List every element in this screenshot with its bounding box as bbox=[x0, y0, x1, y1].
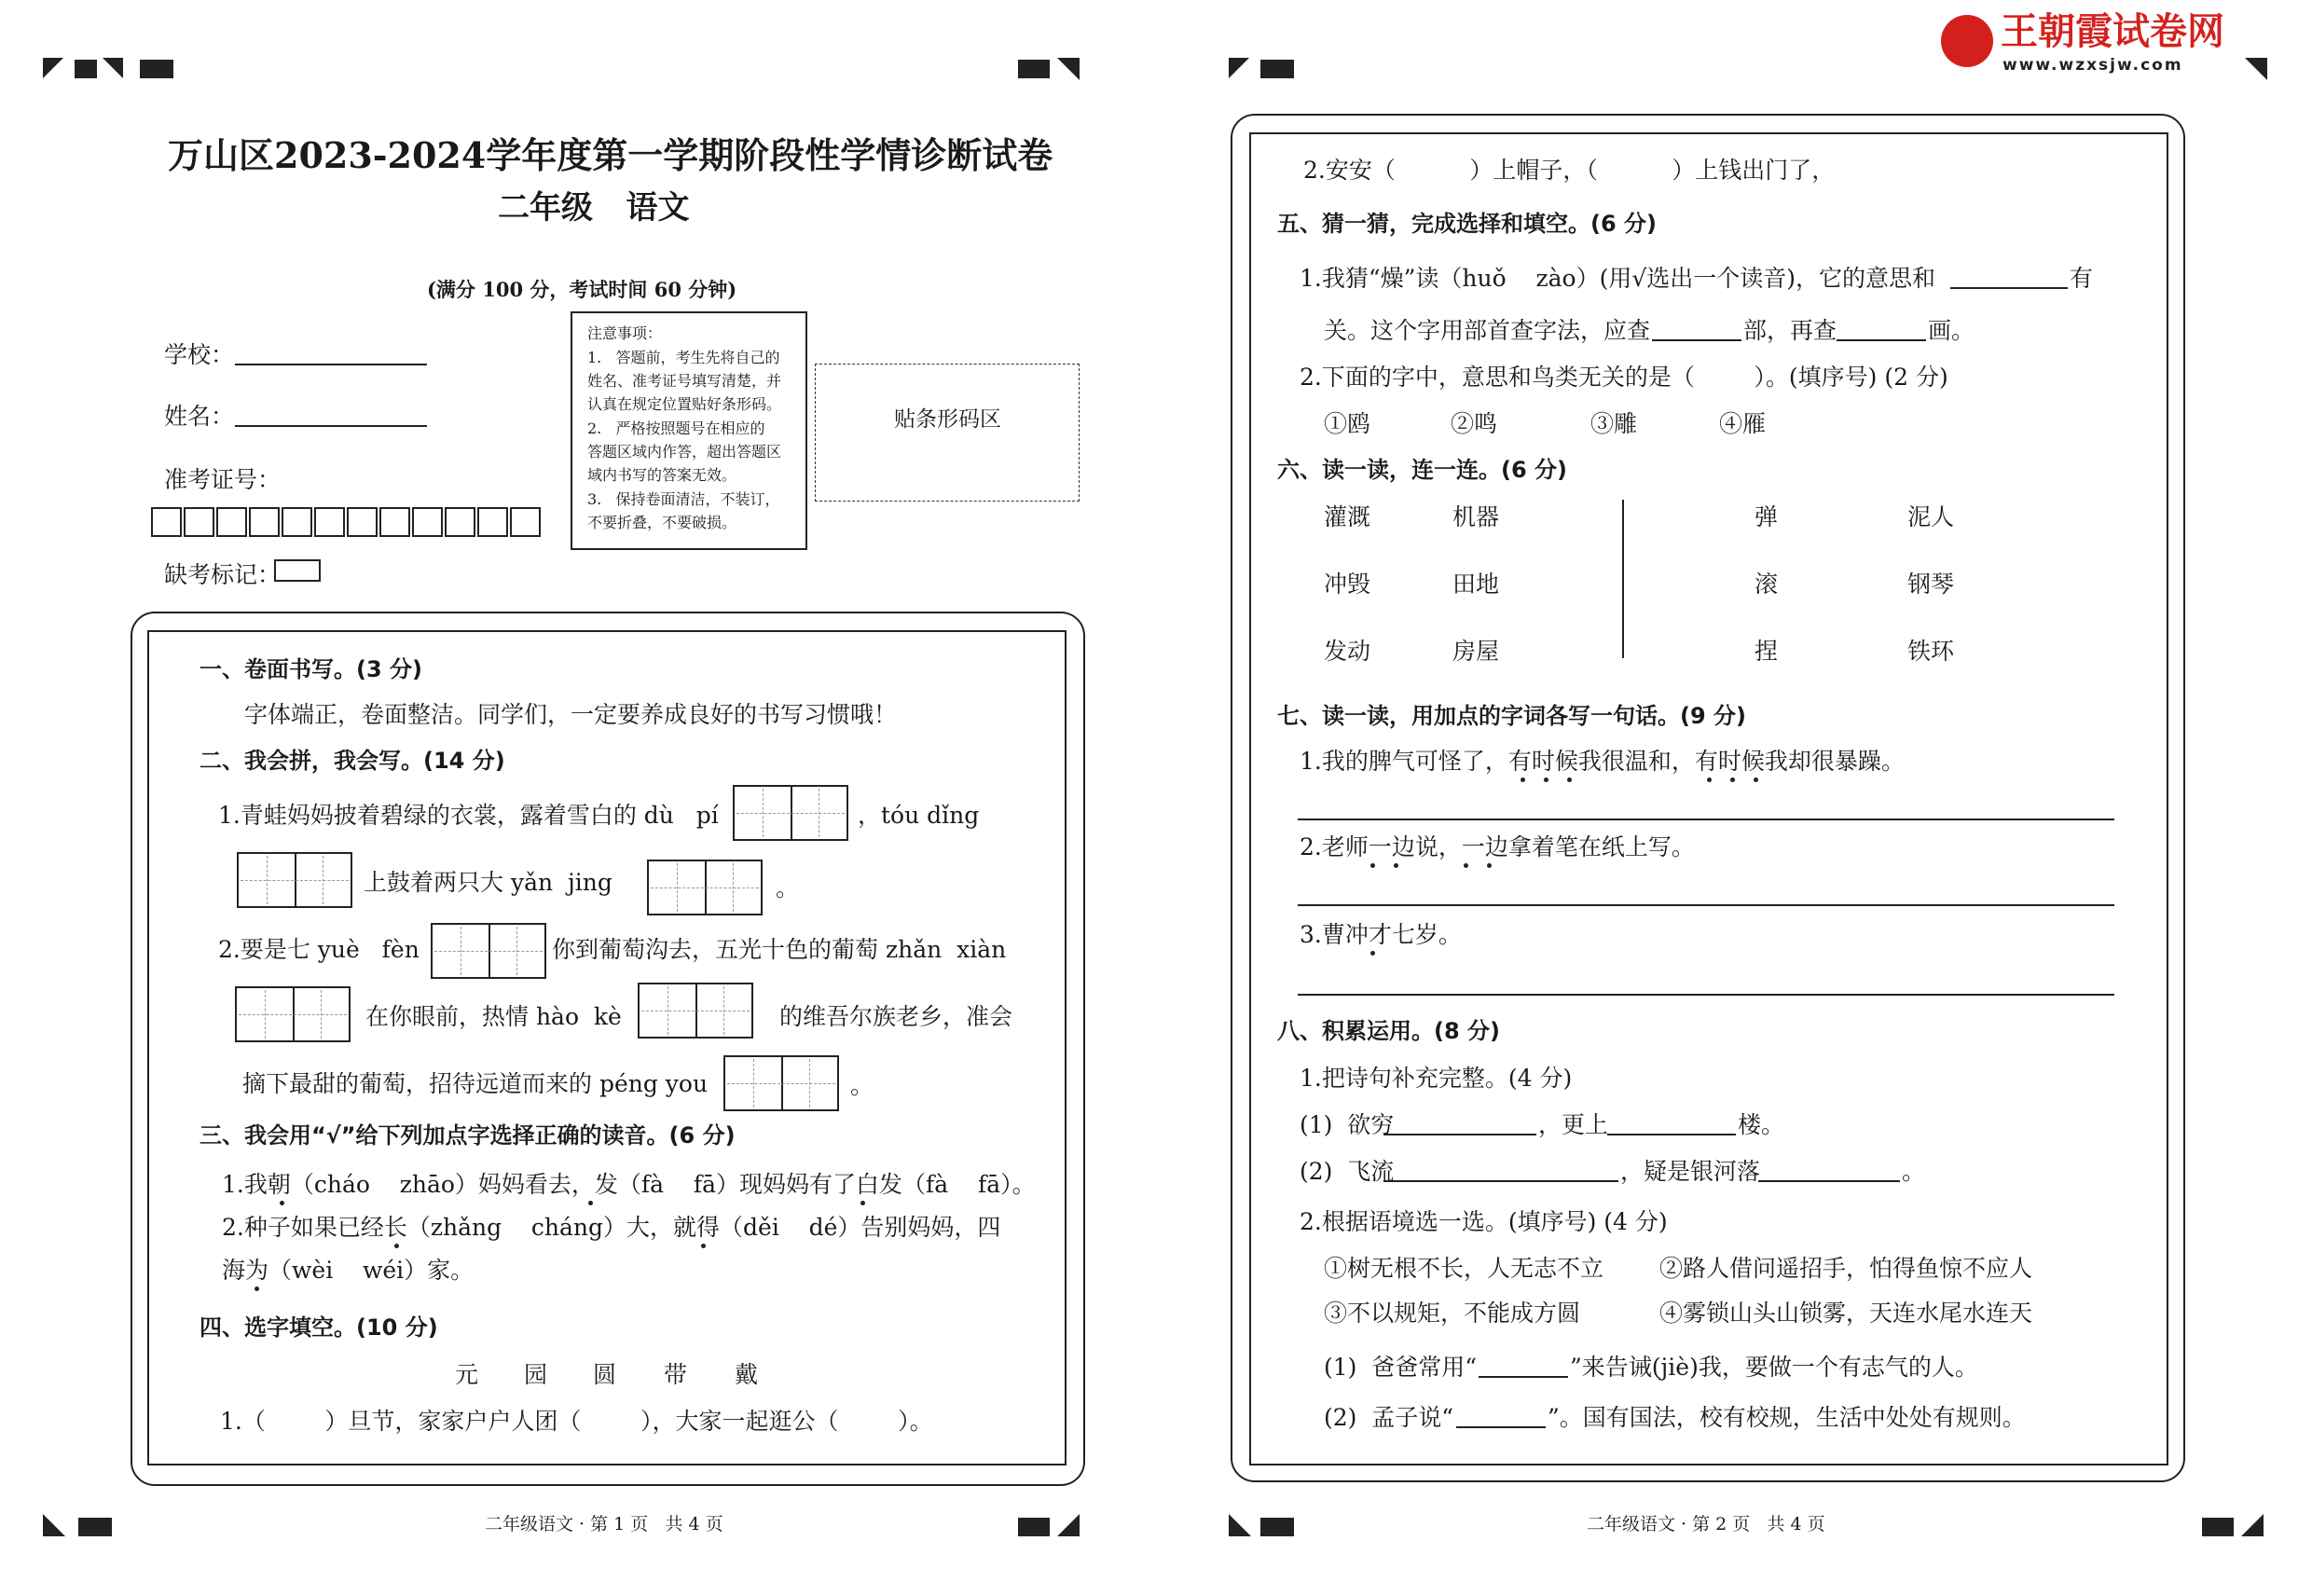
q5-line1-end: 有 bbox=[2070, 265, 2094, 292]
q7-line1: 1.我的脾气可怪了，有时候我很温和，有时候我却很暴躁。 bbox=[1300, 748, 1905, 775]
q4-char: 戴 bbox=[735, 1361, 759, 1388]
q4-line1: 1.（ ）旦节，家家户户人团（ ），大家一起逛公（ ）。 bbox=[220, 1408, 933, 1435]
q4-char: 圆 bbox=[593, 1361, 617, 1388]
emphasis-dot bbox=[394, 1244, 399, 1248]
notice-line: 1. 答题前，考生先将自己的 bbox=[587, 349, 780, 366]
q5-option: ④雁 bbox=[1719, 410, 1767, 437]
name-label: 姓名： bbox=[164, 403, 235, 430]
notice-line: 不要折叠，不要破损。 bbox=[587, 514, 737, 531]
q5-line2a: 关。这个字用部首查字法，应查 bbox=[1324, 317, 1651, 344]
emphasis-dot bbox=[1394, 863, 1398, 868]
q5-option: ①鸥 bbox=[1324, 410, 1371, 437]
q6-left-word: 田地 bbox=[1452, 571, 1500, 598]
q1-text: 字体端正，卷面整洁。同学们，一定要养成良好的书写习惯哦！ bbox=[244, 701, 898, 728]
q2-line2a: 上鼓着两只大 yǎn jing bbox=[364, 869, 612, 896]
logo-url: www.wzxsjw.com bbox=[2002, 56, 2183, 75]
q4-char: 带 bbox=[664, 1361, 688, 1388]
q2-line5a: 摘下最甜的葡萄，招待远道而来的 péng you bbox=[242, 1070, 709, 1097]
emphasis-dot bbox=[1707, 777, 1712, 782]
emphasis-dot bbox=[701, 1244, 706, 1248]
id-label: 准考证号： bbox=[164, 466, 282, 493]
corner-mark bbox=[2241, 1514, 2264, 1536]
corner-mark bbox=[103, 58, 123, 78]
exam-note: (满分 100 分，考试时间 60 分钟) bbox=[427, 278, 737, 301]
q6-left-word: 冲毁 bbox=[1324, 571, 1371, 598]
corner-mark bbox=[43, 58, 63, 78]
q2-heading: 二、我会拼，我会写。(14 分) bbox=[200, 748, 505, 774]
id-cell[interactable] bbox=[477, 507, 508, 537]
exam-title: 万山区2023-2024学年度第一学期阶段性学情诊断试卷 bbox=[168, 134, 1053, 176]
pinyin-box[interactable] bbox=[733, 785, 848, 841]
q2-line3a: 2.要是七 yuè fèn bbox=[218, 936, 420, 963]
corner-mark bbox=[75, 60, 97, 78]
notice-line: 3. 保持卷面清洁，不装订， bbox=[587, 490, 780, 508]
corner-mark bbox=[1057, 58, 1080, 80]
notice-line: 姓名、准考证号填写清楚，并 bbox=[587, 372, 782, 390]
q5-line3: 2.下面的字中，意思和鸟类无关的是（ ）。(填序号) (2 分) bbox=[1300, 364, 1948, 391]
emphasis-dot bbox=[588, 1201, 593, 1205]
q4-heading: 四、选字填空。(10 分) bbox=[200, 1314, 438, 1341]
q6-heading: 六、读一读，连一连。(6 分) bbox=[1277, 457, 1567, 483]
site-logo[interactable] bbox=[1941, 11, 2239, 73]
emphasis-dot bbox=[1487, 863, 1492, 868]
q7-heading: 七、读一读，用加点的字词各写一句话。(9 分) bbox=[1277, 703, 1746, 729]
q5-blank[interactable] bbox=[1652, 339, 1741, 341]
q6-right-word: 弹 bbox=[1755, 503, 1779, 530]
emphasis-dot bbox=[1730, 777, 1735, 782]
pinyin-box[interactable] bbox=[431, 923, 546, 979]
q2-line2b: 。 bbox=[776, 874, 800, 901]
q5-heading: 五、猜一猜，完成选择和填空。(6 分) bbox=[1277, 211, 1657, 237]
q7-answer-line[interactable] bbox=[1298, 994, 2114, 996]
q2-line4b: 的维吾尔族老乡，准会 bbox=[779, 1003, 1013, 1030]
pinyin-box[interactable] bbox=[235, 986, 351, 1042]
q6-right-word: 钢琴 bbox=[1907, 571, 1955, 598]
q5-blank[interactable] bbox=[1837, 339, 1926, 341]
q8-blank[interactable] bbox=[1479, 1376, 1568, 1378]
id-cell[interactable] bbox=[510, 507, 541, 537]
q6-divider bbox=[1622, 500, 1624, 658]
corner-mark bbox=[2202, 1518, 2234, 1536]
q8-blank[interactable] bbox=[1456, 1426, 1546, 1428]
q8-blank[interactable] bbox=[1607, 1134, 1736, 1135]
q8-option: ④雾锁山头山锁雾，天连水尾水连天 bbox=[1659, 1300, 2033, 1327]
q6-left-word: 灌溉 bbox=[1324, 503, 1371, 530]
q3-line1: 1.我朝（cháo zhāo）妈妈看去，发（fà fā）现妈妈有了白发（fà fā）。 bbox=[222, 1171, 1036, 1198]
q4-char: 元 bbox=[455, 1361, 479, 1388]
q8-sub1: 1.把诗句补充完整。(4 分) bbox=[1300, 1065, 1573, 1092]
q7-line2: 2.老师一边说，一边拿着笔在纸上写。 bbox=[1300, 833, 1695, 860]
id-cell[interactable] bbox=[151, 507, 182, 537]
q8-sub2: 2.根据语境选一选。(填序号) (4 分) bbox=[1300, 1208, 1668, 1235]
q4-char: 园 bbox=[524, 1361, 548, 1388]
page1-footer: 二年级语文 · 第 1 页 共 4 页 bbox=[485, 1514, 723, 1534]
q6-left-word: 房屋 bbox=[1452, 638, 1500, 665]
q8-option: ①树无根不长，人无志不立 bbox=[1324, 1255, 1604, 1282]
barcode-area bbox=[815, 364, 1080, 502]
name-field[interactable] bbox=[235, 425, 427, 427]
id-cell[interactable] bbox=[282, 507, 312, 537]
emphasis-dot bbox=[1521, 777, 1525, 782]
corner-mark bbox=[1057, 1514, 1080, 1536]
corner-mark bbox=[1018, 60, 1050, 78]
corner-mark bbox=[1260, 60, 1294, 78]
q8-poem1a: (1) 欲穷 bbox=[1300, 1111, 1395, 1138]
id-cell[interactable] bbox=[445, 507, 475, 537]
exam-subtitle: 二年级 语文 bbox=[498, 189, 690, 227]
id-cell[interactable] bbox=[347, 507, 378, 537]
q7-answer-line[interactable] bbox=[1298, 904, 2114, 906]
id-grid[interactable] bbox=[151, 507, 548, 537]
corner-mark bbox=[1229, 1514, 1251, 1536]
q8-fill2b: ”。国有国法，校有校规，生活中处处有规则。 bbox=[1548, 1404, 2026, 1431]
q2-line1b: ，tóu dǐng bbox=[858, 802, 980, 829]
emphasis-dot bbox=[1754, 777, 1758, 782]
q8-fill2a: (2) 孟子说“ bbox=[1324, 1404, 1454, 1431]
notice-line: 认真在规定位置贴好条形码。 bbox=[587, 395, 782, 413]
emphasis-dot bbox=[860, 1201, 865, 1205]
q3-line2: 2.种子如果已经长（zhǎng cháng）大，就得（děi dé）告别妈妈，四 bbox=[222, 1214, 1001, 1241]
corner-mark bbox=[78, 1518, 112, 1536]
q8-fill1b: ”来告诫(jiè)我，要做一个有志气的人。 bbox=[1570, 1354, 1978, 1381]
pinyin-box[interactable] bbox=[638, 983, 753, 1039]
q5-line1: 1.我猜“燥”读（huǒ zào）(用√选出一个读音)，它的意思和 bbox=[1300, 265, 1936, 292]
emphasis-dot bbox=[1370, 863, 1375, 868]
notice-line: 域内书写的答案无效。 bbox=[587, 466, 737, 484]
corner-mark bbox=[2245, 58, 2267, 80]
notice-box bbox=[571, 311, 807, 550]
notice-line: 答题区域内作答，超出答题区 bbox=[587, 443, 782, 461]
notice-title: 注意事项： bbox=[587, 324, 663, 342]
q8-heading: 八、积累运用。(8 分) bbox=[1277, 1018, 1500, 1044]
logo-name: 王朝霞试卷网 bbox=[2001, 10, 2224, 53]
q5-blank[interactable] bbox=[1950, 287, 2068, 289]
corner-mark bbox=[43, 1514, 65, 1536]
corner-mark bbox=[140, 60, 173, 78]
q2-line1a: 1.青蛙妈妈披着碧绿的衣裳，露着雪白的 dù pí bbox=[218, 802, 719, 829]
pinyin-box[interactable] bbox=[237, 852, 352, 908]
id-cell[interactable] bbox=[314, 507, 345, 537]
q6-right-word: 滚 bbox=[1755, 571, 1779, 598]
q8-blank[interactable] bbox=[1383, 1134, 1536, 1135]
q7-answer-line[interactable] bbox=[1298, 819, 2114, 820]
q3-line3: 海为（wèi wéi）家。 bbox=[222, 1257, 475, 1284]
q5-option: ③雕 bbox=[1590, 410, 1638, 437]
q6-right-word: 铁环 bbox=[1907, 638, 1955, 665]
q5-line2c: 画。 bbox=[1928, 317, 1975, 344]
page2-footer: 二年级语文 · 第 2 页 共 4 页 bbox=[1587, 1514, 1825, 1534]
corner-mark bbox=[1018, 1518, 1050, 1536]
corner-mark bbox=[1229, 58, 1249, 78]
q8-poem1c: 楼。 bbox=[1738, 1111, 1785, 1138]
pinyin-box[interactable] bbox=[647, 860, 763, 915]
q3-heading: 三、我会用“√”给下列加点字选择正确的读音。(6 分) bbox=[200, 1122, 736, 1149]
q5-option: ②鸣 bbox=[1451, 410, 1498, 437]
school-label: 学校： bbox=[164, 341, 235, 368]
q6-left-word: 机器 bbox=[1452, 503, 1500, 530]
id-cell[interactable] bbox=[412, 507, 443, 537]
id-cell[interactable] bbox=[184, 507, 214, 537]
q8-blank[interactable] bbox=[1758, 1180, 1900, 1182]
q5-line2b: 部，再查 bbox=[1743, 317, 1837, 344]
q6-left-word: 发动 bbox=[1324, 638, 1371, 665]
q8-blank[interactable] bbox=[1383, 1180, 1618, 1182]
school-field[interactable] bbox=[235, 364, 427, 365]
q4-line2: 2.安安（ ）上帽子，（ ）上钱出门了， bbox=[1303, 157, 1836, 184]
emphasis-dot bbox=[280, 1201, 284, 1205]
emphasis-dot bbox=[1370, 951, 1375, 956]
emphasis-dot bbox=[255, 1286, 259, 1291]
q2-line3b: 你到葡萄沟去，五光十色的葡萄 zhǎn xiàn bbox=[552, 936, 1007, 963]
id-cell[interactable] bbox=[379, 507, 410, 537]
absent-label: 缺考标记： bbox=[164, 561, 282, 588]
absent-box[interactable] bbox=[274, 559, 321, 582]
emphasis-dot bbox=[1544, 777, 1548, 782]
q8-option: ②路人借问遥招手，怕得鱼惊不应人 bbox=[1659, 1255, 2033, 1282]
q8-poem1b: ，更上 bbox=[1538, 1111, 1609, 1138]
notice-line: 2. 严格按照题号在相应的 bbox=[587, 420, 765, 437]
logo-seal-icon bbox=[1941, 15, 1993, 67]
id-cell[interactable] bbox=[216, 507, 247, 537]
emphasis-dot bbox=[1567, 777, 1572, 782]
q2-line5b: 。 bbox=[850, 1072, 874, 1099]
id-cell[interactable] bbox=[249, 507, 280, 537]
q8-poem2c: 。 bbox=[1902, 1158, 1926, 1185]
q6-right-word: 捏 bbox=[1755, 638, 1779, 665]
pinyin-box[interactable] bbox=[723, 1055, 839, 1111]
corner-mark bbox=[1260, 1518, 1294, 1536]
q8-poem2a: (2) 飞流 bbox=[1300, 1158, 1395, 1185]
q6-right-word: 泥人 bbox=[1907, 503, 1955, 530]
q2-line4a: 在你眼前，热情 hào kè bbox=[365, 1003, 622, 1030]
emphasis-dot bbox=[1464, 863, 1468, 868]
q8-poem2b: ，疑是银河落 bbox=[1620, 1158, 1761, 1185]
q1-heading: 一、卷面书写。(3 分) bbox=[200, 656, 422, 682]
barcode-label: 贴条形码区 bbox=[894, 407, 1001, 432]
q7-line3: 3.曹冲才七岁。 bbox=[1300, 921, 1462, 948]
q8-option: ③不以规矩，不能成方圆 bbox=[1324, 1300, 1581, 1327]
q8-fill1a: (1) 爸爸常用“ bbox=[1324, 1354, 1478, 1381]
